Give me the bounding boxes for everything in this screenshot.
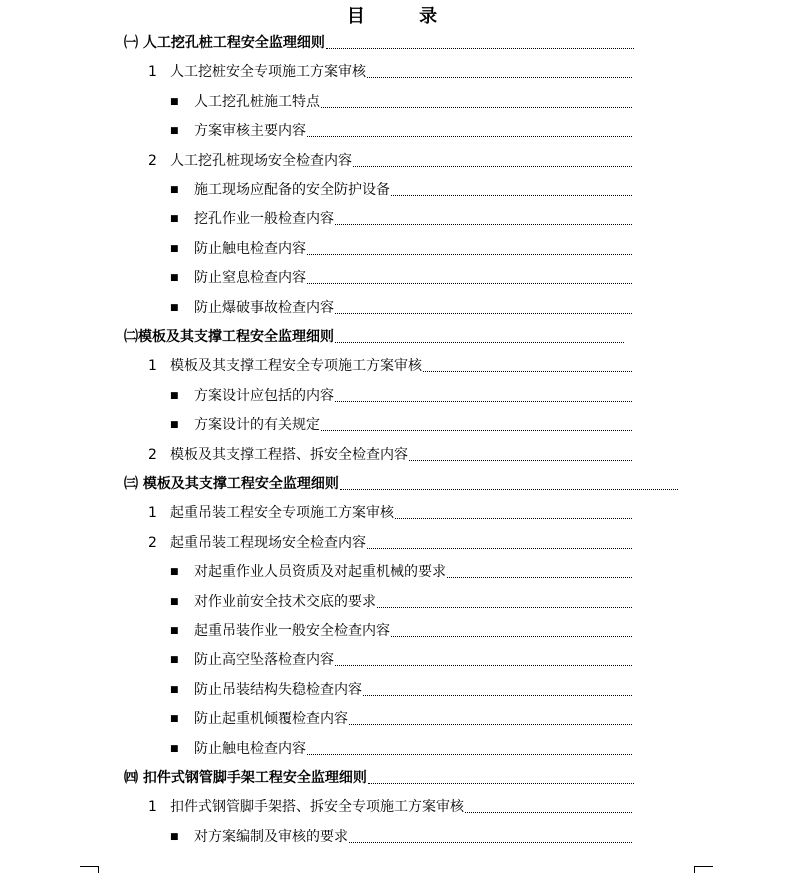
square-bullet-icon: ■ [170, 214, 179, 224]
toc-entry[interactable] [170, 619, 632, 639]
toc-entry-number: 2 [148, 535, 157, 551]
square-bullet-icon: ■ [170, 626, 179, 636]
toc-entry[interactable] [170, 560, 632, 580]
toc-entry[interactable] [170, 90, 632, 110]
toc-entry[interactable] [170, 207, 632, 227]
toc-entry[interactable] [170, 296, 632, 316]
dot-leader [377, 607, 632, 608]
square-bullet-icon: ■ [170, 97, 179, 107]
toc-entry-number: 1 [148, 505, 157, 521]
dot-leader [307, 754, 632, 755]
toc-entry-text: 人工挖桩安全专项施工方案审核 [170, 64, 366, 80]
toc-entry-text: 模板及其支撑工程搭、拆安全检查内容 [170, 447, 408, 463]
dot-leader [363, 695, 632, 696]
toc-entry[interactable] [124, 766, 634, 786]
square-bullet-icon: ■ [170, 273, 179, 283]
dot-leader [335, 313, 632, 314]
toc-entry-number: 2 [148, 153, 157, 169]
toc-entry[interactable] [170, 825, 632, 845]
toc-entry-text: 方案设计应包括的内容 [194, 388, 334, 404]
toc-entry-number: 1 [148, 799, 157, 815]
toc-entry[interactable] [170, 737, 632, 757]
toc-entry[interactable] [170, 678, 632, 698]
toc-entry-text: 防止高空坠落检查内容 [194, 652, 334, 668]
toc-entry[interactable] [170, 237, 632, 257]
toc-entry-text: 对作业前安全技术交底的要求 [194, 594, 376, 610]
square-bullet-icon: ■ [170, 391, 179, 401]
square-bullet-icon: ■ [170, 244, 179, 254]
toc-entry-text: 起重吊装工程现场安全检查内容 [170, 535, 366, 551]
dot-leader [368, 783, 634, 784]
toc-entry-number: 1 [148, 358, 157, 374]
toc-entry-text: 起重吊装工程安全专项施工方案审核 [170, 505, 394, 521]
square-bullet-icon: ■ [170, 303, 179, 313]
toc-entry-text: 模板及其支撑工程安全专项施工方案审核 [170, 358, 422, 374]
toc-entry-text: ㈢ 模板及其支撑工程安全监理细则 [124, 476, 339, 492]
square-bullet-icon: ■ [170, 655, 179, 665]
toc-entry[interactable] [148, 354, 632, 374]
toc-entry[interactable] [170, 707, 632, 727]
dot-leader [307, 283, 632, 284]
dot-leader [335, 401, 632, 402]
dot-leader [391, 636, 632, 637]
toc-entry-text: 对起重作业人员资质及对起重机械的要求 [194, 564, 446, 580]
dot-leader [335, 342, 624, 343]
square-bullet-icon: ■ [170, 744, 179, 754]
toc-entry[interactable] [170, 590, 632, 610]
square-bullet-icon: ■ [170, 597, 179, 607]
toc-entry[interactable] [170, 119, 632, 139]
toc-entry-text: 防止触电检查内容 [194, 241, 306, 257]
toc-entry[interactable] [170, 413, 632, 433]
dot-leader [349, 842, 632, 843]
toc-entry-text: 方案审核主要内容 [194, 123, 306, 139]
toc-entry-text: 防止窒息检查内容 [194, 270, 306, 286]
toc-entry-number: 2 [148, 447, 157, 463]
toc-entry[interactable] [148, 60, 632, 80]
dot-leader [367, 77, 632, 78]
toc-entry[interactable] [148, 795, 632, 815]
page-title: 目 录 [346, 6, 462, 27]
toc-entry[interactable] [148, 149, 632, 169]
square-bullet-icon: ■ [170, 832, 179, 842]
toc-entry-text: 防止起重机倾覆检查内容 [194, 711, 348, 727]
dot-leader [367, 548, 632, 549]
dot-leader [423, 371, 632, 372]
dot-leader [326, 48, 634, 49]
dot-leader [353, 166, 632, 167]
square-bullet-icon: ■ [170, 185, 179, 195]
dot-leader [307, 136, 632, 137]
toc-entry-text: 起重吊装作业一般安全检查内容 [194, 623, 390, 639]
toc-entry-text: ㈠ 人工挖孔桩工程安全监理细则 [124, 35, 325, 51]
dot-leader [349, 724, 632, 725]
square-bullet-icon: ■ [170, 567, 179, 577]
toc-entry[interactable] [170, 384, 632, 404]
dot-leader [321, 430, 632, 431]
dot-leader [307, 254, 632, 255]
toc-entry[interactable] [148, 531, 632, 551]
toc-entry[interactable] [124, 31, 634, 51]
toc-entry-text: 扣件式钢管脚手架搭、拆安全专项施工方案审核 [170, 799, 464, 815]
toc-entry[interactable] [170, 178, 632, 198]
toc-entry-text: 挖孔作业一般检查内容 [194, 211, 334, 227]
toc-entry-text: 人工挖孔桩现场安全检查内容 [170, 153, 352, 169]
toc-entry-text: 施工现场应配备的安全防护设备 [194, 182, 390, 198]
toc-entry-text: 防止吊装结构失稳检查内容 [194, 682, 362, 698]
dot-leader [465, 812, 632, 813]
dot-leader [409, 460, 632, 461]
dot-leader [340, 489, 678, 490]
toc-entry-text: 方案设计的有关规定 [194, 417, 320, 433]
toc-entry[interactable] [124, 325, 624, 345]
square-bullet-icon: ■ [170, 714, 179, 724]
toc-entry-text: 人工挖孔桩施工特点 [194, 94, 320, 110]
toc-entry[interactable] [148, 443, 632, 463]
toc-entry[interactable] [124, 472, 678, 492]
dot-leader [395, 518, 632, 519]
toc-entry-text: ㈡模板及其支撑工程安全监理细则 [124, 329, 334, 345]
toc-entry-text: 防止爆破事故检查内容 [194, 300, 334, 316]
toc-entry[interactable] [170, 266, 632, 286]
toc-entry[interactable] [148, 501, 632, 521]
dot-leader [335, 224, 632, 225]
toc-entry[interactable] [170, 648, 632, 668]
dot-leader [391, 195, 632, 196]
square-bullet-icon: ■ [170, 685, 179, 695]
toc-entry-text: ㈣ 扣件式钢管脚手架工程安全监理细则 [124, 770, 367, 786]
square-bullet-icon: ■ [170, 126, 179, 136]
toc-entry-text: 防止触电检查内容 [194, 741, 306, 757]
toc-entry-number: 1 [148, 64, 157, 80]
dot-leader [335, 665, 632, 666]
dot-leader [321, 107, 632, 108]
dot-leader [447, 577, 632, 578]
toc-entry-text: 对方案编制及审核的要求 [194, 829, 348, 845]
square-bullet-icon: ■ [170, 420, 179, 430]
